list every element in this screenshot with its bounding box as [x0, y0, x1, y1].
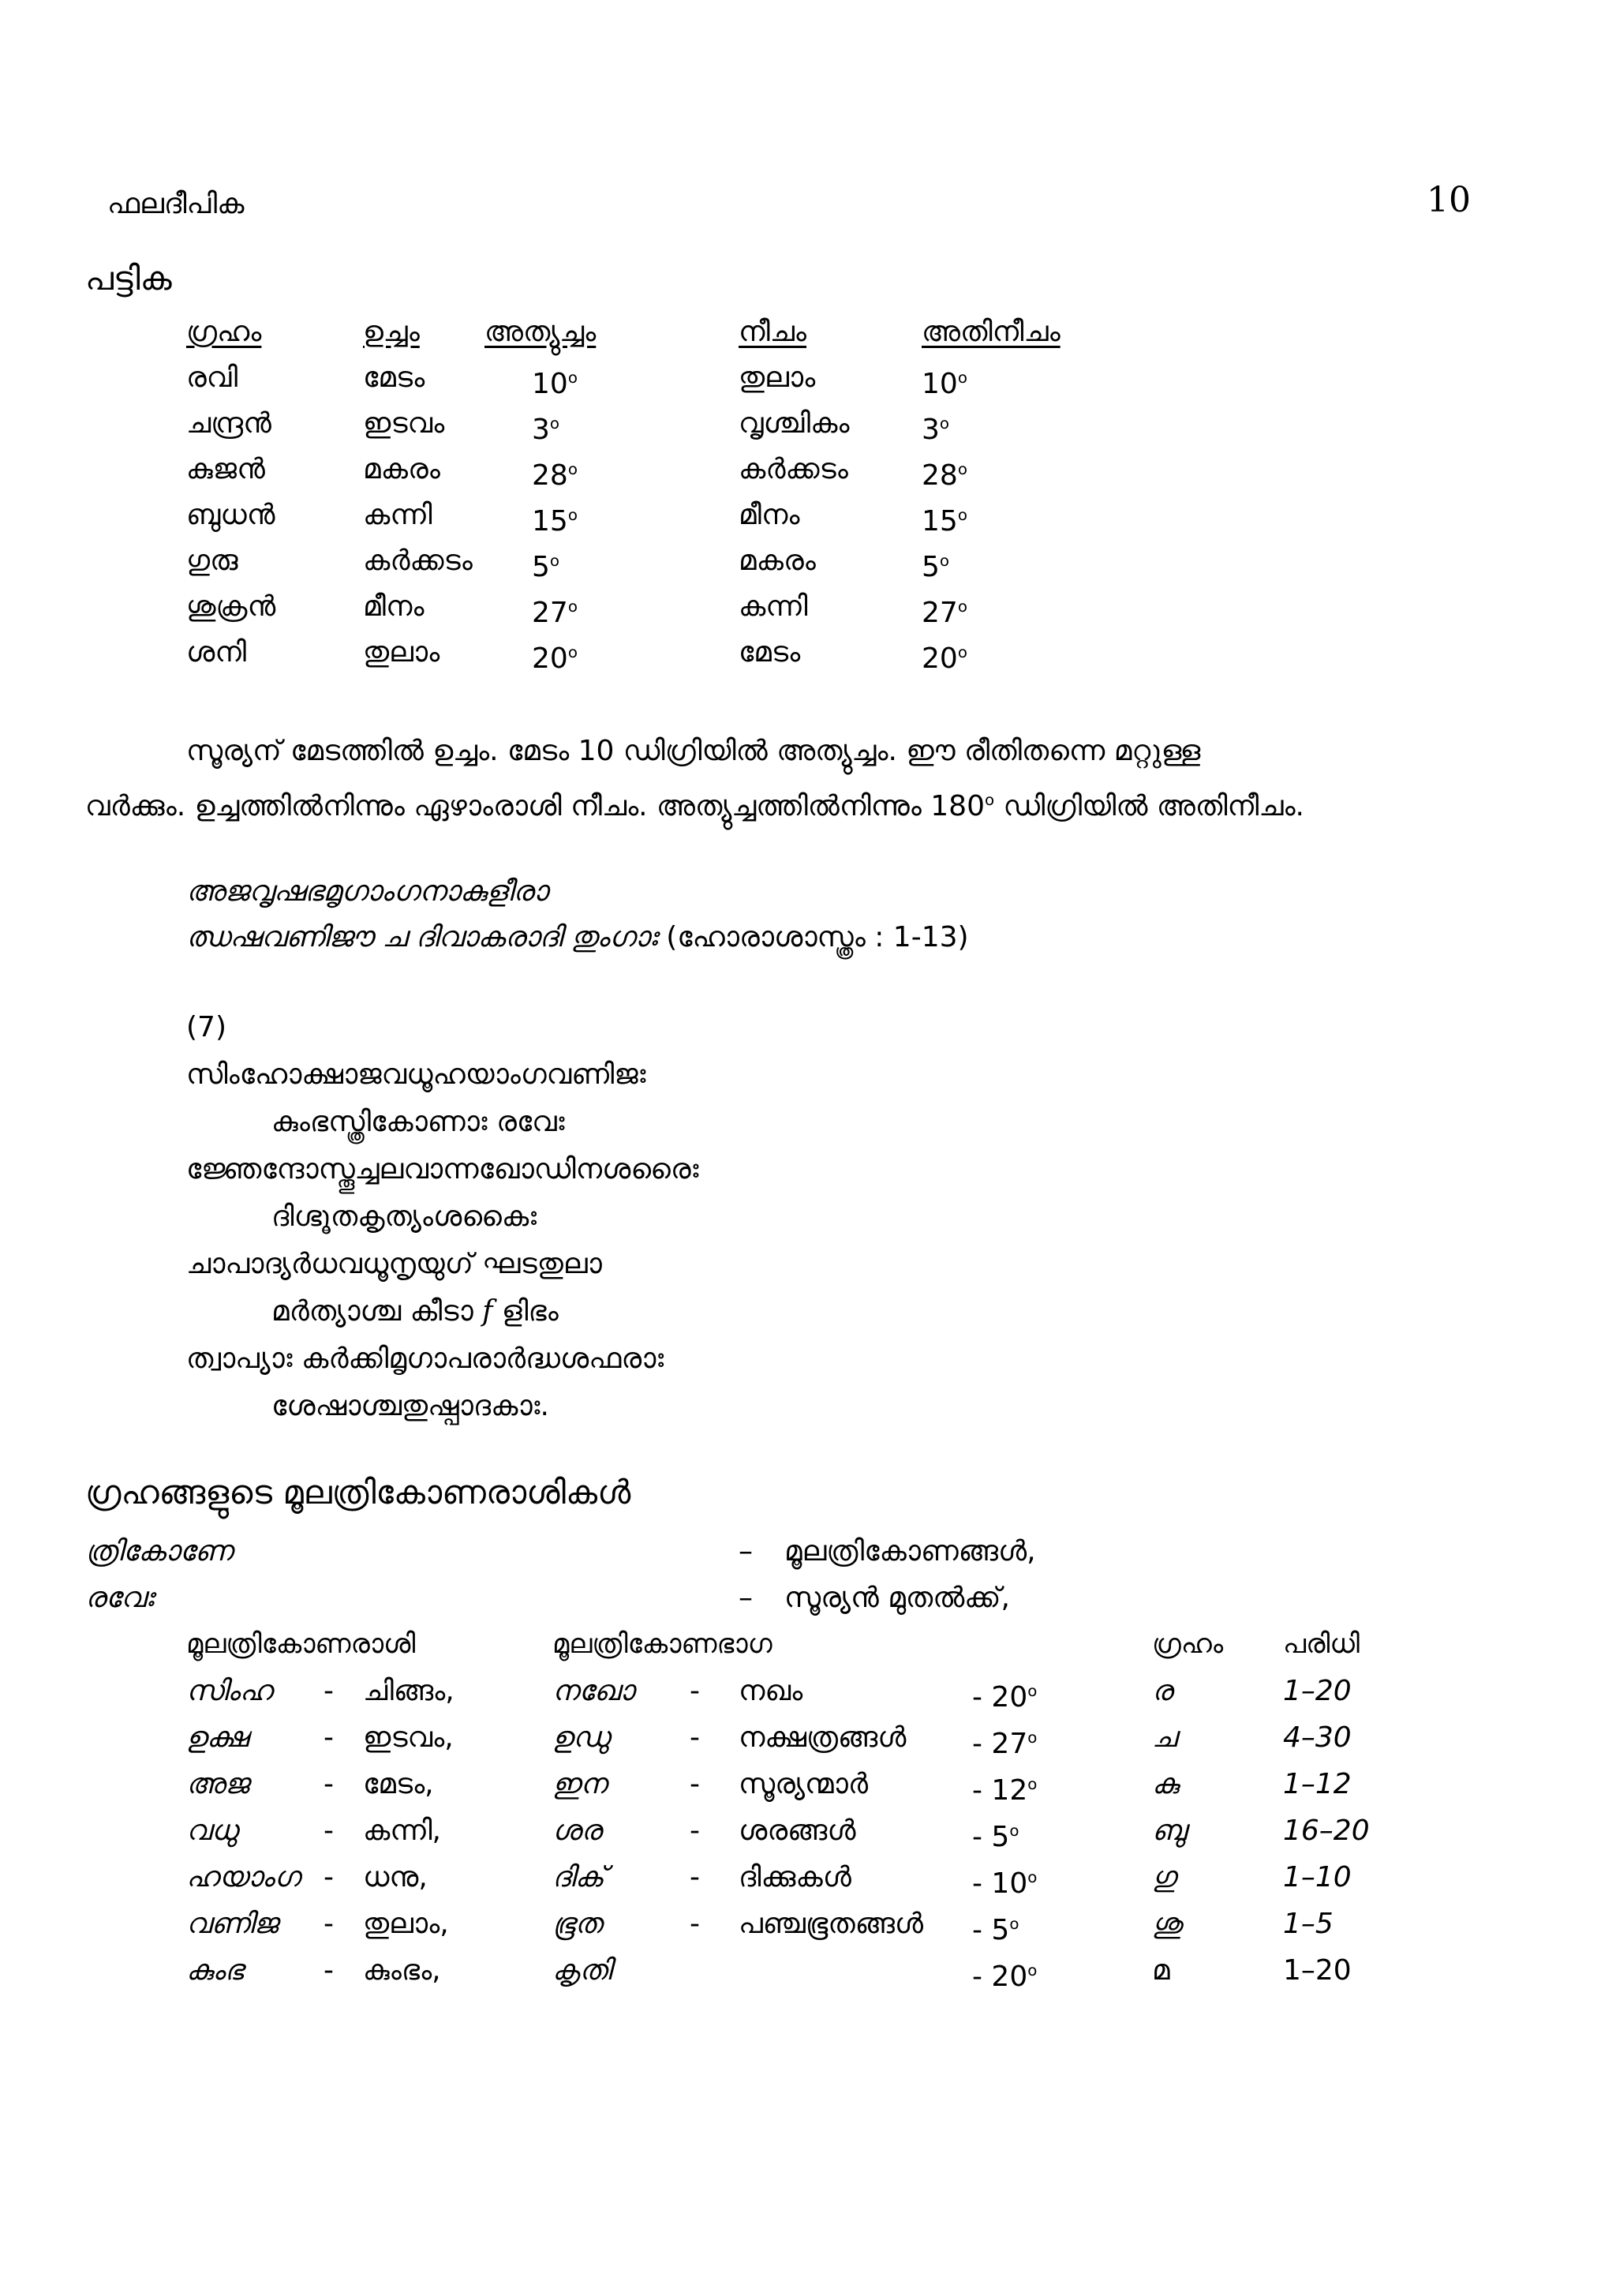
table-row [0, 401, 1616, 447]
cell-text: മകരം [739, 545, 816, 577]
exaltation-table-header [0, 309, 1616, 355]
cell-text: മകരം [363, 453, 440, 485]
moolatrikona-table [0, 1621, 1616, 1994]
cell-text: - [324, 1861, 334, 1893]
cell-text: 27 [922, 597, 958, 629]
degree-mark: o [957, 460, 967, 478]
cell-neecham [739, 355, 815, 401]
cell-text: 1–20 [1283, 1954, 1352, 1987]
table-row [0, 1854, 1616, 1901]
cell-text: - 5 [972, 1914, 1010, 1946]
verse-line-6-text: മർത്യാശ്ച കീടാ [271, 1295, 473, 1328]
table-row [0, 1761, 1616, 1807]
cell-text: - 20 [972, 1681, 1028, 1714]
cell-graha [1152, 1714, 1176, 1761]
cell-text: ധനു, [363, 1861, 428, 1893]
cell-text: - [690, 1908, 700, 1940]
cell-text: - [690, 1815, 700, 1847]
cell-rasi [363, 1901, 449, 1947]
cell-dash [324, 1761, 334, 1807]
degree-mark: o [957, 506, 967, 524]
cell-graham [186, 493, 275, 538]
cell-dash [690, 1807, 700, 1854]
degree-mark: o [567, 506, 578, 524]
cell-range [1283, 1807, 1370, 1854]
table-row [0, 1947, 1616, 1994]
cell-text: ചന്ദ്രൻ [186, 407, 271, 440]
cell-degree [972, 1714, 1037, 1767]
table1-title: പട്ടിക [85, 259, 172, 298]
quote-line-2-text: ഝഷവണിജൗ ച ദിവാകരാദി തുംഗാഃ [186, 921, 657, 953]
moolatrikona-table-header [0, 1621, 1616, 1668]
cell-text: ഗുരു [186, 545, 238, 577]
gloss-meaning: മൂലത്രികോണങ്ങൾ, [784, 1535, 1036, 1567]
degree-mark: o [1027, 1775, 1038, 1793]
page-number: 10 [1427, 180, 1471, 220]
cell-text: മീനം [363, 590, 425, 623]
verse-line-7: ത്വാപ്യാഃ കർക്കിമൃഗാപരാർദ്ധശഫരാഃ [186, 1343, 664, 1375]
col-header-atineecham: അതിനീചം [922, 316, 1060, 348]
quote-line-2 [186, 914, 969, 961]
cell-dash [324, 1854, 334, 1901]
cell-bhaga-term [552, 1901, 602, 1947]
cell-graham [186, 630, 246, 676]
cell-dash [690, 1761, 700, 1807]
cell-text: 16–20 [1283, 1815, 1370, 1847]
table-row [0, 493, 1616, 538]
verse-number: (7) [186, 1011, 226, 1043]
cell-degree [972, 1668, 1037, 1721]
cell-bhaga-term [552, 1807, 601, 1854]
cell-text: - [324, 1675, 334, 1707]
cell-bhaga-term [552, 1668, 634, 1714]
cell-text: ശുക്രൻ [186, 590, 276, 623]
cell-text: കുജൻ [186, 453, 265, 485]
cell-text: കന്നി [363, 499, 432, 531]
cell-text: - 12 [972, 1774, 1028, 1807]
cell-meaning [739, 1668, 802, 1714]
cell-text: ഉഡു [552, 1721, 610, 1754]
degree-mark: o [567, 597, 578, 616]
cell-text: പഞ്ചഭൂതങ്ങൾ [739, 1908, 924, 1940]
gloss-dash: – [739, 1582, 753, 1614]
paragraph-line-2 [85, 777, 1304, 830]
degree-mark: o [1027, 1729, 1038, 1747]
cell-text: വൃശ്ചികം [739, 407, 850, 440]
col-header-paridhi: പരിധി [1283, 1628, 1360, 1660]
cell-text: നഖോ [552, 1675, 634, 1707]
degree-mark: o [957, 643, 967, 661]
degree-mark: o [567, 369, 578, 387]
verse-line-8: ശേഷാശ്ചതുഷ്പാദകാഃ. [271, 1390, 549, 1422]
cell-atineecham-degree [922, 630, 967, 682]
cell-text: - [324, 1721, 334, 1754]
cell-uccham [363, 493, 432, 538]
cell-text: വണിജ [186, 1908, 278, 1940]
cell-uccham [363, 584, 424, 630]
cell-text: നഖം [739, 1675, 803, 1707]
table-row [0, 355, 1616, 401]
cell-degree [972, 1761, 1037, 1814]
cell-atyuccham-degree [532, 584, 578, 636]
cell-range [1283, 1947, 1352, 1994]
gloss-list [0, 1528, 1616, 1621]
cell-text: 15 [532, 505, 568, 537]
cell-graham [186, 447, 265, 493]
cell-text: - [690, 1861, 700, 1893]
cell-uccham [363, 538, 473, 584]
cell-text: കർക്കടം [363, 545, 473, 577]
cell-neecham [739, 447, 848, 493]
running-header-title: ഫലദീപിക [107, 188, 245, 220]
cell-neecham [739, 630, 800, 676]
cell-degree [972, 1854, 1037, 1907]
cell-text: - [690, 1675, 700, 1707]
cell-text: 28 [532, 459, 568, 492]
cell-text: മ [1152, 1954, 1170, 1987]
gloss-meaning: സൂര്യൻ മുതൽക്ക്, [784, 1582, 1010, 1614]
verse-line-6-mark: f [482, 1295, 493, 1328]
cell-meaning [739, 1901, 923, 1947]
degree-mark: o [549, 552, 560, 570]
cell-atineecham-degree [922, 538, 949, 590]
cell-text: 1–20 [1283, 1675, 1352, 1707]
cell-neecham [739, 584, 808, 630]
table-row [0, 630, 1616, 676]
cell-text: 5 [532, 551, 550, 583]
cell-text: ശനി [186, 636, 247, 669]
cell-sanskrit-term [186, 1854, 300, 1901]
cell-text: - [690, 1768, 700, 1800]
cell-text: ര [1152, 1675, 1173, 1707]
cell-neecham [739, 538, 816, 584]
cell-text: - [324, 1768, 334, 1800]
cell-neecham [739, 493, 799, 538]
cell-graha [1152, 1901, 1182, 1947]
cell-sanskrit-term [186, 1947, 243, 1994]
table-row [0, 584, 1616, 630]
degree-mark: o [1009, 1915, 1019, 1933]
cell-text: 20 [532, 642, 568, 675]
cell-graham [186, 401, 271, 447]
cell-sanskrit-term [186, 1807, 238, 1854]
cell-rasi [363, 1854, 428, 1901]
gloss-row [0, 1575, 1616, 1621]
cell-sanskrit-term [186, 1668, 272, 1714]
cell-text: കർക്കടം [739, 453, 848, 485]
cell-range [1283, 1761, 1352, 1807]
cell-text: തുലാം [739, 361, 816, 394]
cell-dash [324, 1901, 334, 1947]
cell-text: രവി [186, 361, 238, 394]
cell-text: ചിങ്ങം, [363, 1675, 454, 1707]
cell-text: - [324, 1954, 334, 1987]
cell-text: ഉക്ഷ [186, 1721, 249, 1754]
cell-text: സിംഹ [186, 1675, 272, 1707]
cell-dash [690, 1668, 700, 1714]
cell-text: 10 [922, 368, 958, 400]
degree-mark: o [984, 791, 995, 809]
degree-mark: o [1027, 1868, 1038, 1886]
degree-mark: o [939, 552, 950, 570]
cell-text: തുലാം [363, 636, 440, 669]
cell-dash [324, 1714, 334, 1761]
cell-text: - [690, 1721, 700, 1754]
cell-text: അജ [186, 1768, 249, 1800]
cell-text: കു [1152, 1768, 1179, 1800]
cell-meaning [739, 1761, 868, 1807]
col-header-graham: ഗ്രഹം [1152, 1628, 1224, 1660]
exaltation-table [0, 309, 1616, 676]
cell-graham [186, 355, 238, 401]
cell-meaning [739, 1854, 851, 1901]
cell-atineecham-degree [922, 493, 967, 545]
degree-mark: o [549, 414, 560, 433]
cell-degree [972, 1807, 1019, 1860]
verse-line-6 [271, 1288, 559, 1335]
cell-text: 28 [922, 459, 958, 492]
cell-text: മേടം [739, 636, 801, 669]
degree-mark: o [1027, 1682, 1038, 1700]
cell-dash [324, 1668, 334, 1714]
cell-text: 3 [532, 414, 550, 446]
cell-text: ഇടവം [363, 407, 445, 440]
cell-text: ഭൂത [552, 1908, 602, 1940]
col-header-bhaga: മൂലത്രികോണഭാഗ [552, 1628, 772, 1660]
cell-text: കുംഭം, [363, 1954, 441, 1987]
cell-text: 1–5 [1283, 1908, 1334, 1940]
cell-degree [972, 1901, 1019, 1953]
cell-text: 1–10 [1283, 1861, 1352, 1893]
cell-text: വധു [186, 1815, 238, 1847]
cell-range [1283, 1714, 1352, 1761]
cell-atyuccham-degree [532, 401, 559, 453]
table-row [0, 1714, 1616, 1761]
col-header-neecham: നീചം [739, 316, 807, 348]
cell-dash [690, 1901, 700, 1947]
cell-text: 27 [532, 597, 568, 629]
cell-text: 15 [922, 505, 958, 537]
cell-text: 5 [922, 551, 940, 583]
cell-uccham [363, 401, 444, 447]
cell-graha [1152, 1854, 1176, 1901]
cell-text: - 10 [972, 1867, 1028, 1900]
cell-range [1283, 1668, 1352, 1714]
table-row [0, 447, 1616, 493]
cell-text: കുംഭ [186, 1954, 244, 1987]
cell-text: കന്നി, [363, 1815, 441, 1847]
cell-text: കൃതി [552, 1954, 612, 1987]
gloss-term: രവേഃ [85, 1582, 154, 1614]
cell-text: ശു [1152, 1908, 1182, 1940]
cell-text: - [324, 1908, 334, 1940]
verse-line-4: ദിഗ്ഭൂതകൃത്യംശകൈഃ [271, 1200, 537, 1233]
cell-text: നക്ഷത്രങ്ങൾ [739, 1721, 907, 1754]
table-row [0, 1807, 1616, 1854]
table-row [0, 538, 1616, 584]
paragraph-line-2-b: ഡിഗ്രിയിൽ അതിനീചം. [994, 790, 1305, 822]
cell-text: 1–12 [1283, 1768, 1352, 1800]
cell-text: ഇടവം, [363, 1721, 454, 1754]
cell-atineecham-degree [922, 401, 949, 453]
cell-text: ശരങ്ങൾ [739, 1815, 856, 1847]
cell-atyuccham-degree [532, 355, 578, 407]
degree-mark: o [567, 643, 578, 661]
cell-text: കന്നി [739, 590, 808, 623]
table-row [0, 1668, 1616, 1714]
degree-mark: o [1027, 1961, 1038, 1980]
degree-mark: o [567, 460, 578, 478]
verse-line-5: ചാപാദ്യർധവധൂനൃയുഗ് ഘടതുലാ [186, 1248, 602, 1280]
cell-text: ഹയാംഗ [186, 1861, 301, 1893]
degree-mark: o [957, 369, 967, 387]
cell-text: 3 [922, 414, 940, 446]
cell-text: 10 [532, 368, 568, 400]
cell-graha [1152, 1761, 1179, 1807]
cell-uccham [363, 355, 425, 401]
cell-text: - 27 [972, 1728, 1028, 1760]
cell-rasi [363, 1668, 454, 1714]
cell-degree [972, 1947, 1037, 2000]
section2-title: ഗ്രഹങ്ങളുടെ മൂലത്രികോണരാശികൾ [85, 1473, 631, 1511]
cell-range [1283, 1854, 1352, 1901]
cell-uccham [363, 630, 440, 676]
cell-rasi [363, 1761, 434, 1807]
cell-text: സൂര്യന്മാർ [739, 1768, 869, 1800]
col-header-graham: ഗ്രഹം [186, 316, 262, 348]
cell-graha [1152, 1947, 1170, 1994]
verse-line-6-end: ളിഭം [492, 1295, 559, 1328]
cell-uccham [363, 447, 440, 493]
cell-graham [186, 584, 275, 630]
cell-meaning [739, 1714, 906, 1761]
cell-graham [186, 538, 238, 584]
cell-dash [324, 1807, 334, 1854]
gloss-term: ത്രികോണേ [85, 1535, 233, 1567]
cell-graha [1152, 1668, 1173, 1714]
table-row [0, 1901, 1616, 1947]
cell-sanskrit-term [186, 1714, 249, 1761]
cell-dash [324, 1947, 334, 1994]
cell-atyuccham-degree [532, 447, 578, 499]
degree-mark: o [1009, 1822, 1019, 1840]
cell-text: ദിക് [552, 1861, 605, 1893]
cell-text: 20 [922, 642, 958, 675]
cell-text: ഇന [552, 1768, 607, 1800]
cell-text: - [324, 1815, 334, 1847]
cell-atyuccham-degree [532, 538, 559, 590]
cell-text: - 20 [972, 1961, 1028, 1993]
cell-neecham [739, 401, 850, 447]
cell-bhaga-term [552, 1714, 609, 1761]
quote-source: (ഹോരാശാസ്ത്രം : 1-13) [656, 921, 969, 953]
col-header-uccham: ഉച്ചം [363, 316, 420, 348]
verse-line-2: കുംഭസ്ത്രികോണാഃ രവേഃ [271, 1106, 565, 1138]
cell-sanskrit-term [186, 1901, 278, 1947]
cell-text: - 5 [972, 1821, 1010, 1853]
cell-bhaga-term [552, 1947, 612, 1994]
degree-mark: o [939, 414, 950, 433]
cell-rasi [363, 1807, 441, 1854]
cell-text: ശര [552, 1815, 602, 1847]
cell-text: തുലാം, [363, 1908, 449, 1940]
degree-mark: o [957, 597, 967, 616]
paragraph-line-2-a: വർക്കും. ഉച്ചത്തിൽനിന്നും ഏഴാംരാശി നീചം. അത്യുച്ചത്തിൽനിന്നും 180 [85, 790, 985, 822]
gloss-row [0, 1528, 1616, 1575]
cell-atyuccham-degree [532, 630, 578, 682]
cell-atineecham-degree [922, 355, 967, 407]
cell-rasi [363, 1947, 441, 1994]
cell-text: 4–30 [1283, 1721, 1352, 1754]
cell-text: ച [1152, 1721, 1177, 1754]
gloss-dash: – [739, 1535, 753, 1567]
cell-text: ബു [1152, 1815, 1187, 1847]
quote-line-1: അജവൃഷഭമൃഗാംഗനാകുളീരാ [186, 875, 548, 908]
cell-atyuccham-degree [532, 493, 578, 545]
cell-sanskrit-term [186, 1761, 249, 1807]
paragraph-line-1: സൂര്യന് മേടത്തിൽ ഉച്ചം. മേടം 10 ഡിഗ്രിയിൽ അത്യുച്ചം. ഈ രീതിതന്നെ മറ്റുള്ള [186, 735, 1201, 767]
cell-text: മേടം, [363, 1768, 434, 1800]
cell-text: ദിക്കുകൾ [739, 1861, 851, 1893]
col-header-atyuccham: അത്യുച്ചം [484, 316, 597, 348]
verse-line-1: സിംഹോക്ഷാജവധൂഹയാംഗവണിജഃ [186, 1058, 646, 1091]
cell-atineecham-degree [922, 584, 967, 636]
cell-dash [690, 1714, 700, 1761]
cell-bhaga-term [552, 1761, 607, 1807]
cell-text: ബുധൻ [186, 499, 275, 531]
cell-text: മീനം [739, 499, 800, 531]
col-header-rasi: മൂലത്രികോണരാശി [186, 1628, 416, 1660]
cell-range [1283, 1901, 1334, 1947]
cell-dash [690, 1854, 700, 1901]
cell-atineecham-degree [922, 447, 967, 499]
verse-line-3: ജ്ഞേന്ദോസ്തൂച്ചലവാന്നഖോഡിനശരൈഃ [186, 1153, 699, 1185]
cell-text: ഗു [1152, 1861, 1176, 1893]
cell-meaning [739, 1807, 855, 1854]
cell-graha [1152, 1807, 1186, 1854]
cell-text: മേടം [363, 361, 425, 394]
cell-bhaga-term [552, 1854, 604, 1901]
cell-rasi [363, 1714, 454, 1761]
